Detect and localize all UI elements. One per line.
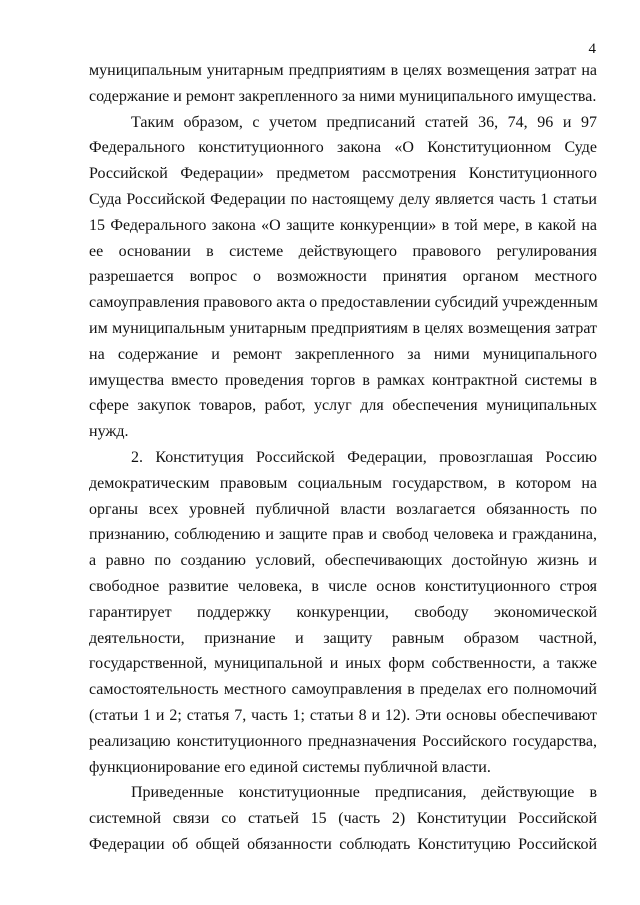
text-line: (статьи 1 и 2; статья 7, часть 1; статьи 8 и 12). Эти основы обеспечивают xyxy=(89,706,597,724)
text-line: функционирование его единой системы публичной власти. xyxy=(89,758,491,776)
text-line: разрешается вопрос о возможности принятия органом местного xyxy=(89,268,597,286)
text-line: ее основании в системе действующего правового регулирования xyxy=(89,242,597,260)
document-body xyxy=(89,58,597,858)
text-line: содержание и ремонт закрепленного за ними муниципального имущества. xyxy=(89,87,597,105)
text-line: демократическим правовым социальным государством, в котором на xyxy=(89,474,597,492)
text-line: Российской Федерации» предметом рассмотрения Конституционного xyxy=(89,165,597,183)
text-line: самостоятельность местного самоуправления в пределах его полномочий xyxy=(89,681,597,699)
text-line: свободное развитие человека, в числе основ конституционного строя xyxy=(89,577,597,595)
text-line: сфере закупок товаров, работ, услуг для обеспечения муниципальных xyxy=(89,397,597,415)
text-line: Приведенные конституционные предписания, действующие в xyxy=(131,784,597,802)
text-line: реализацию конституционного предназначения Российского государства, xyxy=(89,732,597,750)
text-line: деятельности, признание и защиту равным образом частной, xyxy=(89,629,597,647)
paragraph-constitutional-provisions xyxy=(89,780,597,857)
text-line: самоуправления правового акта о предоставлении субсидий учрежденным xyxy=(89,294,598,312)
text-line: признанию, соблюдению и защите прав и свобод человека и гражданина, xyxy=(89,526,597,544)
paragraph-subject-of-review xyxy=(89,110,597,445)
page-number: 4 xyxy=(588,41,596,57)
text-line: муниципальным унитарным предприятиям в целях возмещения затрат на xyxy=(89,62,597,79)
text-line: 2. Конституция Российской Федерации, провозглашая Россию xyxy=(131,448,597,466)
text-line: а равно по созданию условий, обеспечивающих достойную жизнь и xyxy=(89,552,597,570)
text-line: органы всех уровней публичной власти возлагается обязанность по xyxy=(89,500,597,518)
text-line: Таким образом, с учетом предписаний статей 36, 74, 96 и 97 xyxy=(131,113,597,131)
text-line: Суда Российской Федерации по настоящему делу является часть 1 статьи xyxy=(89,190,597,208)
text-line: им муниципальным унитарным предприятиям в целях возмещения затрат xyxy=(89,319,597,337)
text-line: 15 Федерального закона «О защите конкуренции» в той мере, в какой на xyxy=(89,216,597,234)
text-line: Федерации об общей обязанности соблюдать Конституцию Российской xyxy=(89,835,597,853)
text-line: на содержание и ремонт закрепленного за ними муниципального xyxy=(89,345,597,363)
text-line: нужд. xyxy=(89,423,129,441)
text-line: Федерального конституционного закона «О Конституционном Суде xyxy=(89,139,597,157)
paragraph-section-2 xyxy=(89,445,597,780)
paragraph-continuation xyxy=(89,58,597,110)
text-line: гарантирует поддержку конкуренции, свободу экономической xyxy=(89,603,597,621)
text-line: имущества вместо проведения торгов в рамках контрактной системы в xyxy=(89,371,597,389)
text-line: системной связи со статьей 15 (часть 2) Конституции Российской xyxy=(89,810,597,828)
text-line: государственной, муниципальной и иных форм собственности, а также xyxy=(89,655,597,673)
